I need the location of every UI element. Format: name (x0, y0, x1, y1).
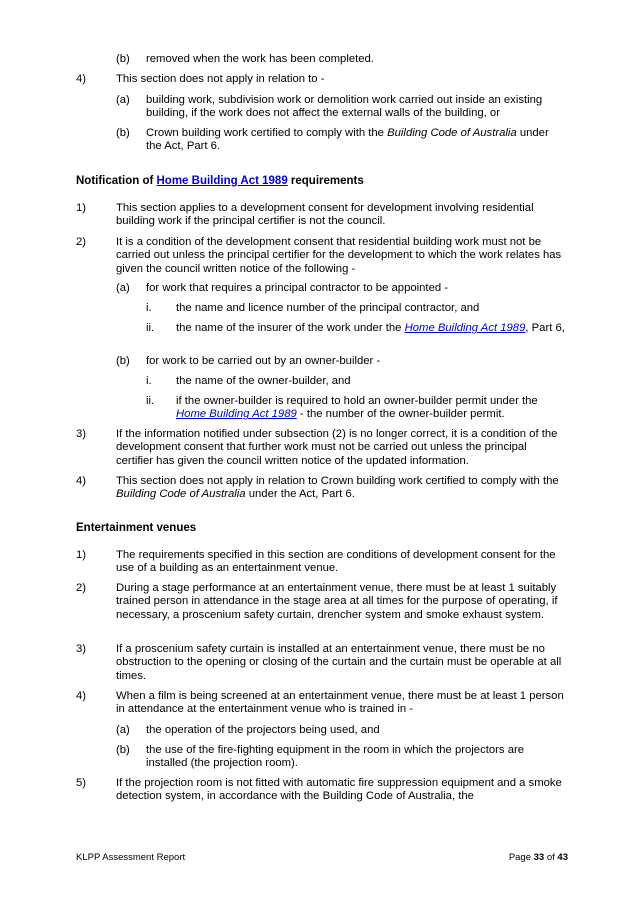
paragraph: If a proscenium safety curtain is installed at an entertainment venue, there must be no obstruction to the opening or closing of the curtain and the curtain must be operable at all times. (116, 643, 562, 682)
paragraph: If the projection room is not fitted with automatic fire suppression equipment and a smoke detection system, in accordance with the Building Code of Australia, the (116, 777, 562, 803)
footer-report-name: KLPP Assessment Report (76, 852, 186, 863)
paragraph: the use of the fire-fighting equipment in the room in which the projectors are installed (the projection room). (146, 744, 525, 770)
paragraph: This section applies to a development consent for development involving residential building work if the principal certifier is not the council. (116, 202, 534, 228)
paragraph: It is a condition of the development consent that residential building work must not be carried out unless the principal certifier for the development to which the work relates has given the council written notice of the following - (116, 236, 562, 275)
paragraph: the name of the insurer of the work under the Home Building Act 1989, Part 6, (176, 322, 565, 334)
list-marker: (a) (116, 282, 130, 294)
list-marker: 2) (76, 582, 87, 594)
list-marker: 3) (76, 428, 87, 440)
list-marker: 2) (76, 236, 87, 248)
paragraph: for work to be carried out by an owner-builder - (146, 355, 381, 367)
list-marker: i. (146, 302, 152, 314)
paragraph: The requirements specified in this section are conditions of development consent for the use of a building as an entertainment venue. (116, 549, 556, 575)
paragraph: the operation of the projectors being used, and (146, 724, 380, 736)
paragraph: building work, subdivision work or demolition work carried out inside an existing building, if the work does not affect the external walls of the building, or (146, 94, 543, 120)
list-marker: ii. (146, 395, 155, 407)
list-marker: (b) (116, 53, 130, 65)
list-marker: 4) (76, 475, 87, 487)
list-marker: 4) (76, 690, 87, 702)
paragraph: the name of the owner-builder, and (176, 375, 351, 387)
section-heading: Entertainment venues (76, 522, 197, 534)
list-marker: 4) (76, 73, 87, 85)
paragraph: removed when the work has been completed. (146, 53, 374, 65)
list-marker: (a) (116, 94, 130, 106)
paragraph: When a film is being screened at an entertainment venue, there must be at least 1 person in attendance at the entertainment venue who is trained in - (116, 690, 564, 716)
act-link[interactable]: Home Building Act 1989 (156, 175, 288, 187)
paragraph: if the owner-builder is required to hold an owner-builder permit under the Home Building Act 1989 - the number of the owner-builder permit. (176, 395, 538, 421)
paragraph: This section does not apply in relation to Crown building work certified to comply with the Building Code of Australia under the Act, Part 6. (116, 475, 559, 501)
paragraph: Crown building work certified to comply with the Building Code of Australia under the Act, Part 6. (146, 127, 549, 153)
paragraph: for work that requires a principal contractor to be appointed - (146, 282, 449, 294)
paragraph: During a stage performance at an entertainment venue, there must be at least 1 suitably trained person in attendance in the stage area at all times for the purpose of operating, if necessary, a proscenium safety curtain, drencher system and smoke exhaust system. (116, 582, 558, 621)
act-link[interactable]: Home Building Act 1989 (404, 322, 526, 334)
list-marker: ii. (146, 322, 155, 334)
list-marker: (b) (116, 127, 130, 139)
paragraph: This section does not apply in relation to - (116, 73, 325, 85)
list-marker: 5) (76, 777, 87, 789)
list-marker: 3) (76, 643, 87, 655)
paragraph: the name and licence number of the principal contractor, and (176, 302, 480, 314)
list-marker: (b) (116, 744, 130, 756)
section-heading: Notification of Home Building Act 1989 requirements (76, 175, 364, 187)
list-marker: 1) (76, 202, 87, 214)
footer-page-number: Page 33 of 43 (508, 852, 568, 863)
paragraph: If the information notified under subsection (2) is no longer correct, it is a condition of the development consent that further work must not be carried out unless the principal certifier has given the council written notice of the updated information. (116, 428, 558, 467)
list-marker: i. (146, 375, 152, 387)
list-marker: 1) (76, 549, 87, 561)
list-marker: (b) (116, 355, 130, 367)
list-marker: (a) (116, 724, 130, 736)
act-link[interactable]: Home Building Act 1989 (176, 408, 297, 421)
code-reference: Building Code of Australia (387, 127, 517, 139)
code-reference: Building Code of Australia (116, 488, 246, 501)
